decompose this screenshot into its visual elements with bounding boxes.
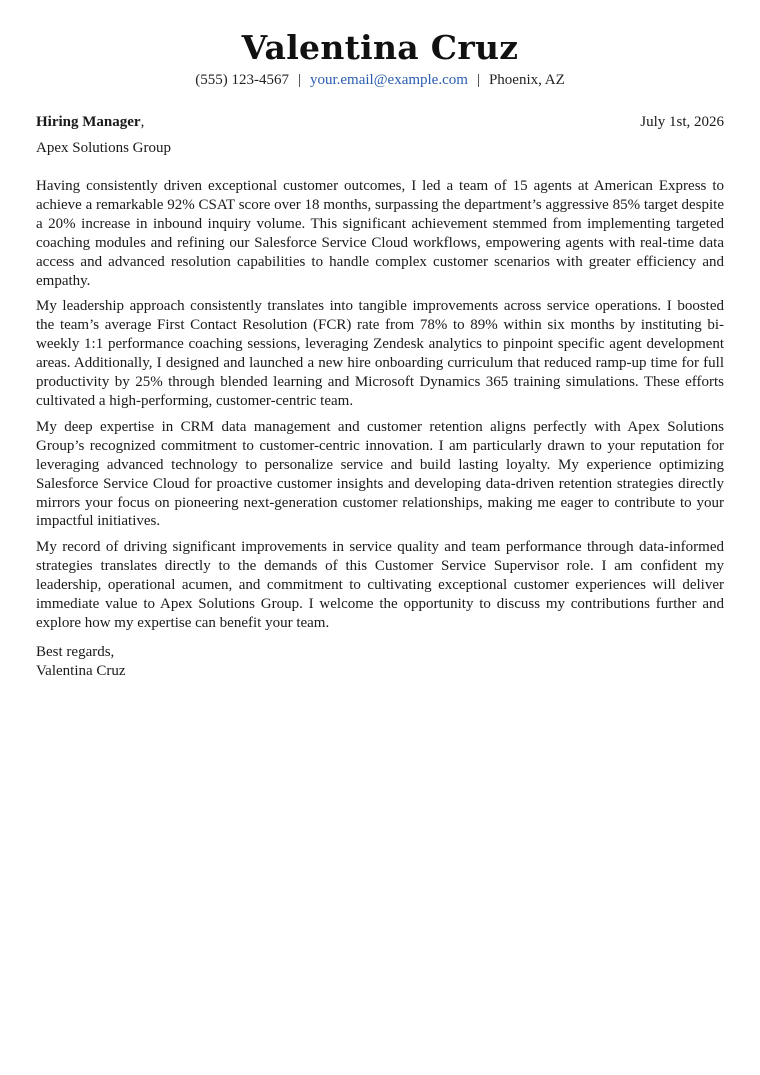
closing-block: [36, 643, 724, 681]
separator: |: [476, 72, 480, 88]
phone-number: (555) 123-4567: [195, 72, 289, 88]
recipient-line: [36, 111, 144, 133]
email-link[interactable]: your.email@example.com: [309, 72, 468, 88]
letter-date: July 1st, 2026: [640, 114, 724, 130]
applicant-name: Valentina Cruz: [241, 28, 519, 67]
company-name: Apex Solutions Group: [36, 140, 171, 156]
separator: |: [297, 72, 301, 88]
recipient-title-suffix: ,: [140, 114, 145, 130]
signature-name: Valentina Cruz: [36, 662, 126, 679]
letter-body: [36, 177, 724, 633]
body-paragraph: Having consistently driven exceptional customer outcomes, I led a team of 15 agents at American Express to achieve a remarkable 92% CSAT score over 18 months, surpassing the department’s aggressive 85% target despite a 20% increase in inbound inquiry volume. This significant achievement stemmed from implementing targeted coaching modules and refining our Salesforce Service Cloud workflows, empowering agents with real-time data access and advanced resolution capabilities to handle complex customer scenarios with greater efficiency and empathy.: [36, 178, 724, 289]
contact-line: [36, 70, 724, 90]
closing-salutation: Best regards,: [36, 643, 115, 660]
body-paragraph: My leadership approach consistently translates into tangible improvements across service operations. I boosted the team’s average First Contact Resolution (FCR) rate from 78% to 89% within six months by instituting bi-weekly 1:1 performance coaching sessions, leveraging Zendesk analytics to pinpoint specific agent development areas. Additionally, I designed and launched a new hire onboarding curriculum that reduced ramp-up time for full productivity by 25% through blended learning and Microsoft Dynamics 365 training simulations. These efforts cultivated a high-performing, customer-centric team.: [36, 298, 724, 409]
recipient-date-row: [36, 111, 724, 133]
body-paragraph: My deep expertise in CRM data management and customer retention aligns perfectly with Apex Solutions Group’s recognized commitment to customer-centric innovation. I am particularly drawn to your reputation for leveraging advanced technology to personalize service and build lasting loyalty. My experience optimizing Salesforce Service Cloud for proactive customer insights and developing data-driven retention strategies directly mirrors your focus on pioneering next-generation customer relationships, making me eager to contribute to your impactful initiatives.: [36, 418, 724, 530]
body-paragraph: My record of driving significant improvements in service quality and team performance through data-informed strategies translates directly to the demands of this Customer Service Supervisor role. I am confident my leadership, operational acumen, and commitment to cultivating exceptional customer experiences will deliver immediate value to Apex Solutions Group. I welcome the opportunity to discuss my contributions further and explore how my expertise can benefit your team.: [36, 539, 724, 631]
recipient-title: Hiring Manager: [36, 114, 141, 130]
location: Phoenix, AZ: [488, 72, 565, 88]
